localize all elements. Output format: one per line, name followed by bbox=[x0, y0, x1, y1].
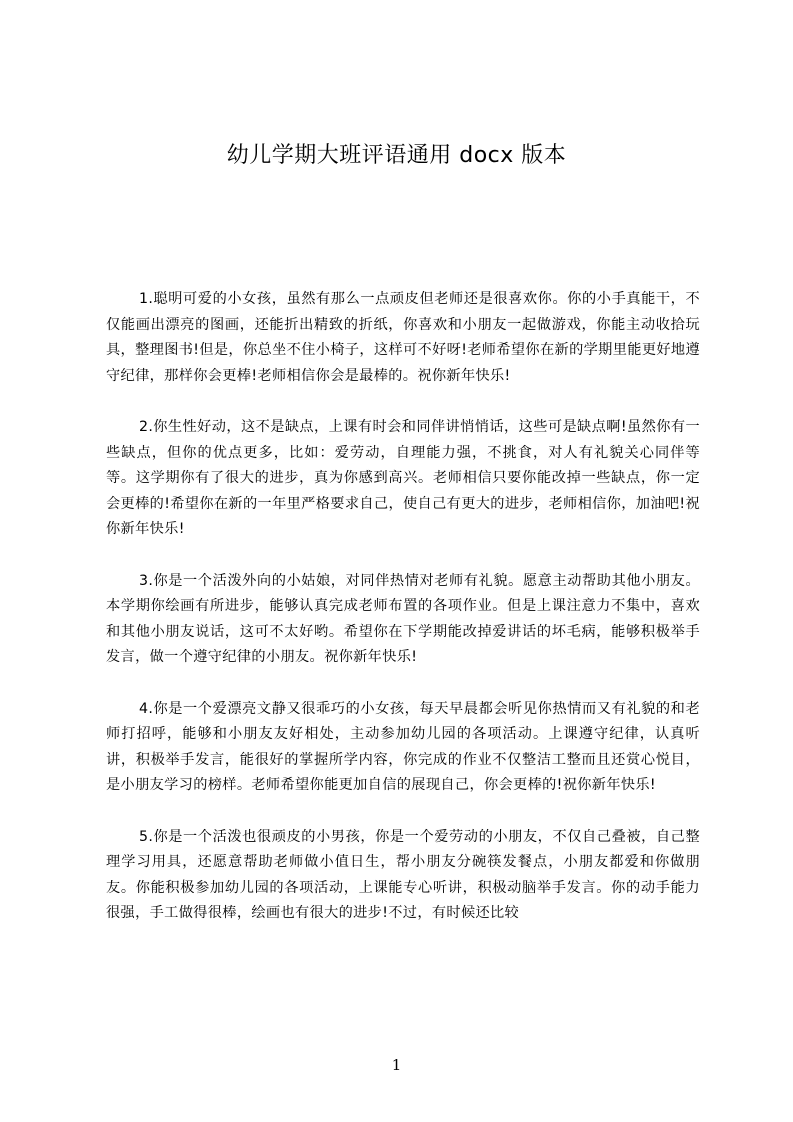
comment-paragraph-5: 5.你是一个活泼也很顽皮的小男孩，你是一个爱劳动的小朋友，不仅自己叠被，自己整理学习用具，还愿意帮助老师做小值日生，帮小朋友分碗筷发餐点，小朋友都爱和你做朋友。你能积极参加幼儿园的各项活动，上课能专心听讲，积极动脑举手发言。你的动手能力很强，手工做得很棒，绘画也有很大的进步!不过，有时候还比较 bbox=[106, 828, 700, 921]
document-title: 幼儿学期大班评语通用 docx 版本 bbox=[226, 143, 567, 168]
document-body bbox=[106, 287, 700, 953]
comment-paragraph-4: 4.你是一个爱漂亮文静又很乖巧的小女孩，每天早晨都会听见你热情而又有礼貌的和老师打招呼，能够和小朋友友好相处，主动参加幼儿园的各项活动。上课遵守纪律，认真听讲，积极举手发言，能很好的掌握所学内容，你完成的作业不仅整洁工整而且还赏心悦目，是小朋友学习的榜样。老师希望你能更加自信的展现自己，你会更棒的!祝你新年快乐! bbox=[106, 700, 700, 793]
page-number: 1 bbox=[391, 1056, 402, 1074]
comment-paragraph-3: 3.你是一个活泼外向的小姑娘，对同伴热情对老师有礼貌。愿意主动帮助其他小朋友。本学期你绘画有所进步，能够认真完成老师布置的各项作业。但是上课注意力不集中，喜欢和其他小朋友说话，这可不太好哟。希望你在下学期能改掉爱讲话的坏毛病，能够积极举手发言，做一个遵守纪律的小朋友。祝你新年快乐! bbox=[106, 572, 700, 665]
comment-paragraph-1: 1.聪明可爱的小女孩，虽然有那么一点顽皮但老师还是很喜欢你。你的小手真能干，不仅能画出漂亮的图画，还能折出精致的折纸，你喜欢和小朋友一起做游戏，你能主动收拾玩具，整理图书!但是，你总坐不住小椅子，这样可不好呀!老师希望你在新的学期里能更好地遵守纪律，那样你会更棒!老师相信你会是最棒的。祝你新年快乐! bbox=[106, 291, 700, 384]
comment-paragraph-2: 2.你生性好动，这不是缺点，上课有时会和同伴讲悄悄话，这些可是缺点啊!虽然你有一些缺点，但你的优点更多，比如：爱劳动，自理能力强，不挑食，对人有礼貌关心同伴等等。这学期你有了很大的进步，真为你感到高兴。老师相信只要你能改掉一些缺点，你一定会更棒的!希望你在新的一年里严格要求自己，使自己有更大的进步，老师相信你，加油吧!祝你新年快乐! bbox=[106, 419, 700, 537]
